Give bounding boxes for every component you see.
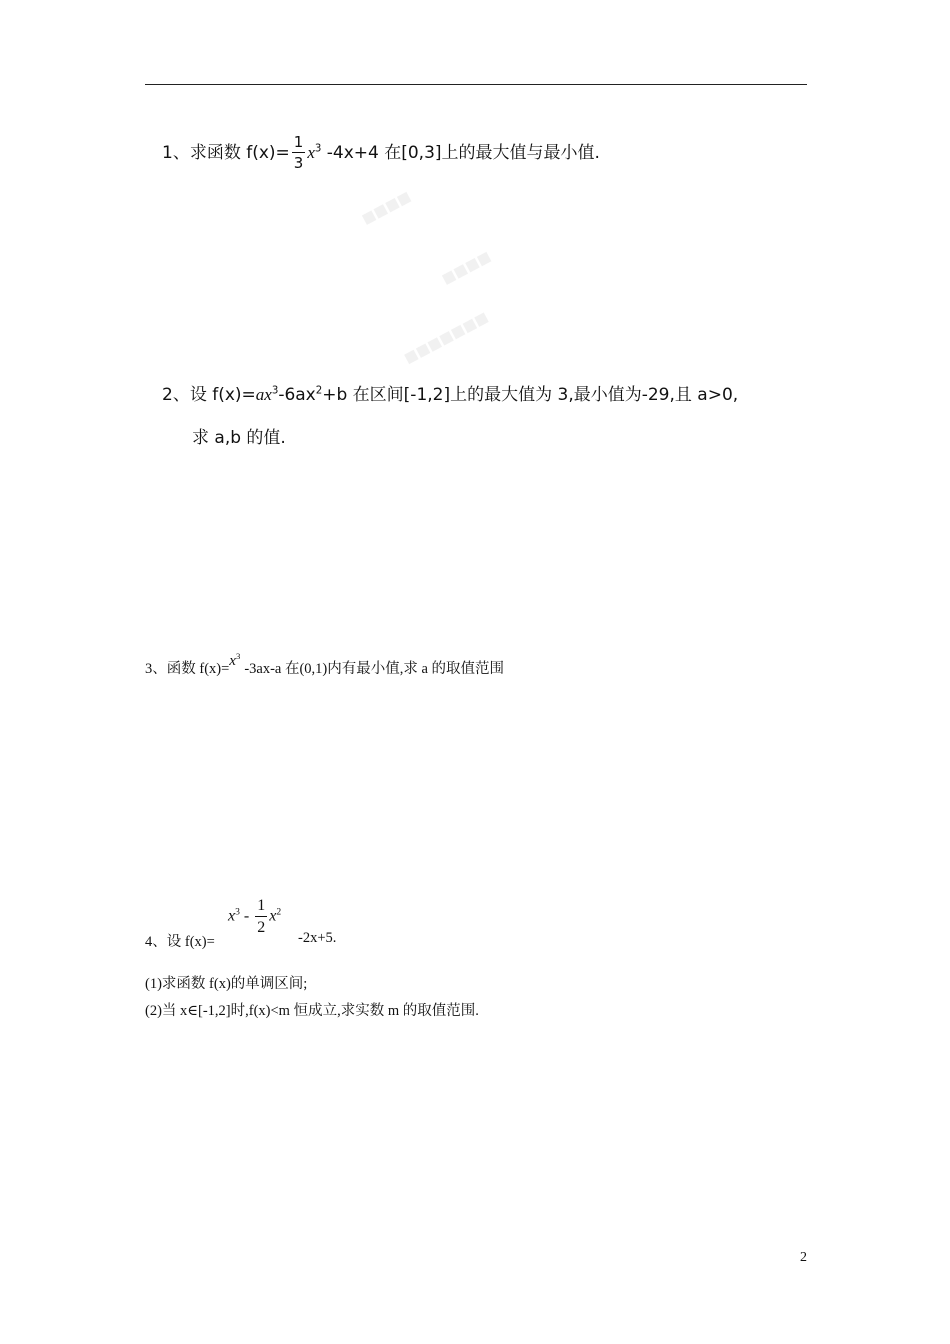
header-rule xyxy=(145,84,807,85)
q2-suffix: +b 在区间[-1,2]上的最大值为 3,最小值为-29,且 a>0, xyxy=(322,385,739,405)
q4-x3-exp: 3 xyxy=(235,906,240,918)
q3-prefix: 3、函数 f(x)= xyxy=(145,661,230,677)
q1-var: x xyxy=(307,143,315,162)
q4-sub-2: (2)当 x∈[-1,2]时,f(x)<m 恒成立,求实数 m 的取值范围. xyxy=(145,1003,479,1019)
q2-prefix: 2、设 f(x)= xyxy=(162,385,256,405)
q2-ax: ax xyxy=(255,385,272,404)
q4-x2-exp: 2 xyxy=(276,906,282,918)
q4-sub-1: (1)求函数 f(x)的单调区间; xyxy=(145,976,308,992)
q2-exp1: 3 xyxy=(271,385,279,397)
watermark: ■■■■ xyxy=(359,188,414,228)
question-1 xyxy=(162,135,600,171)
question-2-line-1 xyxy=(162,380,738,405)
watermark: ■■■■■■■ xyxy=(401,309,491,367)
q1-prefix: 1、求函数 f(x)= xyxy=(162,143,290,163)
q3-suffix: -3ax-a 在(0,1)内有最小值,求 a 的取值范围 xyxy=(244,661,505,677)
q4-x3: x xyxy=(228,907,236,925)
q4-x2: x xyxy=(269,907,277,925)
q1-suffix: -4x+4 在[0,3]上的最大值与最小值. xyxy=(321,143,600,163)
watermark: ■■■■ xyxy=(439,248,494,288)
q4-fraction xyxy=(255,898,267,936)
q3-var: x xyxy=(229,653,236,669)
question-2-line-2: 求 a,b 的值. xyxy=(192,428,286,448)
q1-fraction xyxy=(292,135,306,171)
q2-mid: -6ax xyxy=(278,385,316,405)
q4-frac-num: 1 xyxy=(255,898,267,917)
q3-exp: 3 xyxy=(235,651,241,662)
q4-minus: - xyxy=(239,907,254,925)
q4-prefix: 4、设 f(x)= xyxy=(145,934,215,950)
q4-suffix: -2x+5. xyxy=(298,930,337,946)
q4-formula xyxy=(228,898,281,936)
q2-exp2: 2 xyxy=(315,385,323,397)
question-3 xyxy=(145,651,505,678)
page-number: 2 xyxy=(800,1250,807,1265)
q1-frac-den: 3 xyxy=(293,154,304,172)
q4-frac-den: 2 xyxy=(257,919,266,936)
q1-frac-num: 1 xyxy=(293,133,304,151)
q1-exp: 3 xyxy=(314,143,322,155)
